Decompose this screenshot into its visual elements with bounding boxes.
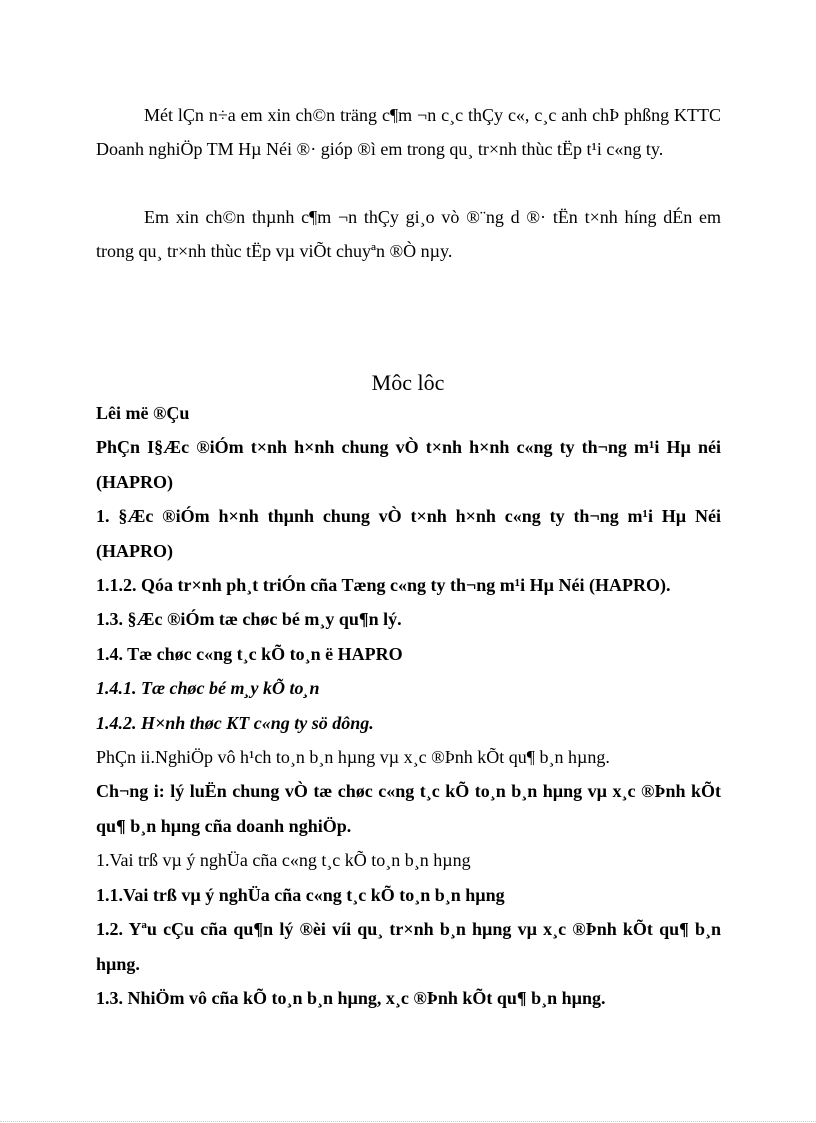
toc-item: 1.4.2. H×nh thøc KT c«ng ty sö dông. [96, 712, 374, 733]
toc-list [96, 396, 721, 1015]
toc-item: 1.2. Yªu cÇu cña qu¶n lý ®èi víi qu¸ tr×nh b¸n hµng vµ x¸c ®Þnh kÕt qu¶ b¸n hµng. [96, 919, 721, 974]
intro-paragraph-2: Em xin ch©n thµnh c¶m ¬n thÇy gi¸o vò ®¨ng d ®· tËn t×nh híng dÉn em trong qu¸ tr×nh thùc tËp vµ viÕt chuyªn ®Ò nµy. [96, 207, 721, 261]
toc-title: Môc lôc [371, 370, 445, 395]
toc-item: 1.4. Tæ chøc c«ng t¸c kÕ to¸n ë HAPRO [96, 643, 403, 664]
toc-item: PhÇn I§Æc ®iÓm t×nh h×nh chung vÒ t×nh h×nh c«ng ty th¬ng m¹i Hµ néi (HAPRO) [96, 437, 721, 492]
toc-item: 1.4.1. Tæ chøc bé m¸y kÕ to¸n [96, 678, 320, 699]
toc-item: 1.1.2. Qóa tr×nh ph¸t triÓn cña Tæng c«ng ty th¬ng m¹i Hµ Néi (HAPRO). [96, 575, 671, 596]
toc-item: Ch¬ng i: lý luËn chung vÒ tæ chøc c«ng t¸c kÕ to¸n b¸n hµng vµ x¸c ®Þnh kÕt qu¶ b¸n hµng cña doanh nghiÖp. [96, 781, 721, 836]
toc-item: 1.1.Vai trß vµ ý nghÜa cña c«ng t¸c kÕ to¸n b¸n hµng [96, 884, 505, 905]
toc-item: 1. §Æc ®iÓm h×nh thµnh chung vÒ t×nh h×nh c«ng ty th¬ng m¹i Hµ Néi (HAPRO) [96, 506, 721, 561]
toc-item: 1.3. §Æc ®iÓm tæ chøc bé m¸y qu¶n lý. [96, 609, 402, 630]
toc-item: 1.3. NhiÖm vô cña kÕ to¸n b¸n hµng, x¸c ®Þnh kÕt qu¶ b¸n hµng. [96, 987, 606, 1008]
page-bottom-divider [0, 1121, 816, 1122]
toc-item: PhÇn ii.NghiÖp vô h¹ch to¸n b¸n hµng vµ x¸c ®Þnh kÕt qu¶ b¸n hµng. [96, 747, 610, 768]
toc-item: 1.Vai trß vµ ý nghÜa cña c«ng t¸c kÕ to¸n b¸n hµng [96, 850, 471, 871]
toc-item: Lêi më ®Çu [96, 403, 190, 423]
intro-paragraph-1: Mét lÇn n÷a em xin ch©n träng c¶m ¬n c¸c thÇy c«, c¸c anh chÞ phßng KTTC Doanh nghiÖp TM Hµ Néi ®· gióp ®ì em trong qu¸ tr×nh thùc tËp t¹i c«ng ty. [96, 105, 721, 159]
